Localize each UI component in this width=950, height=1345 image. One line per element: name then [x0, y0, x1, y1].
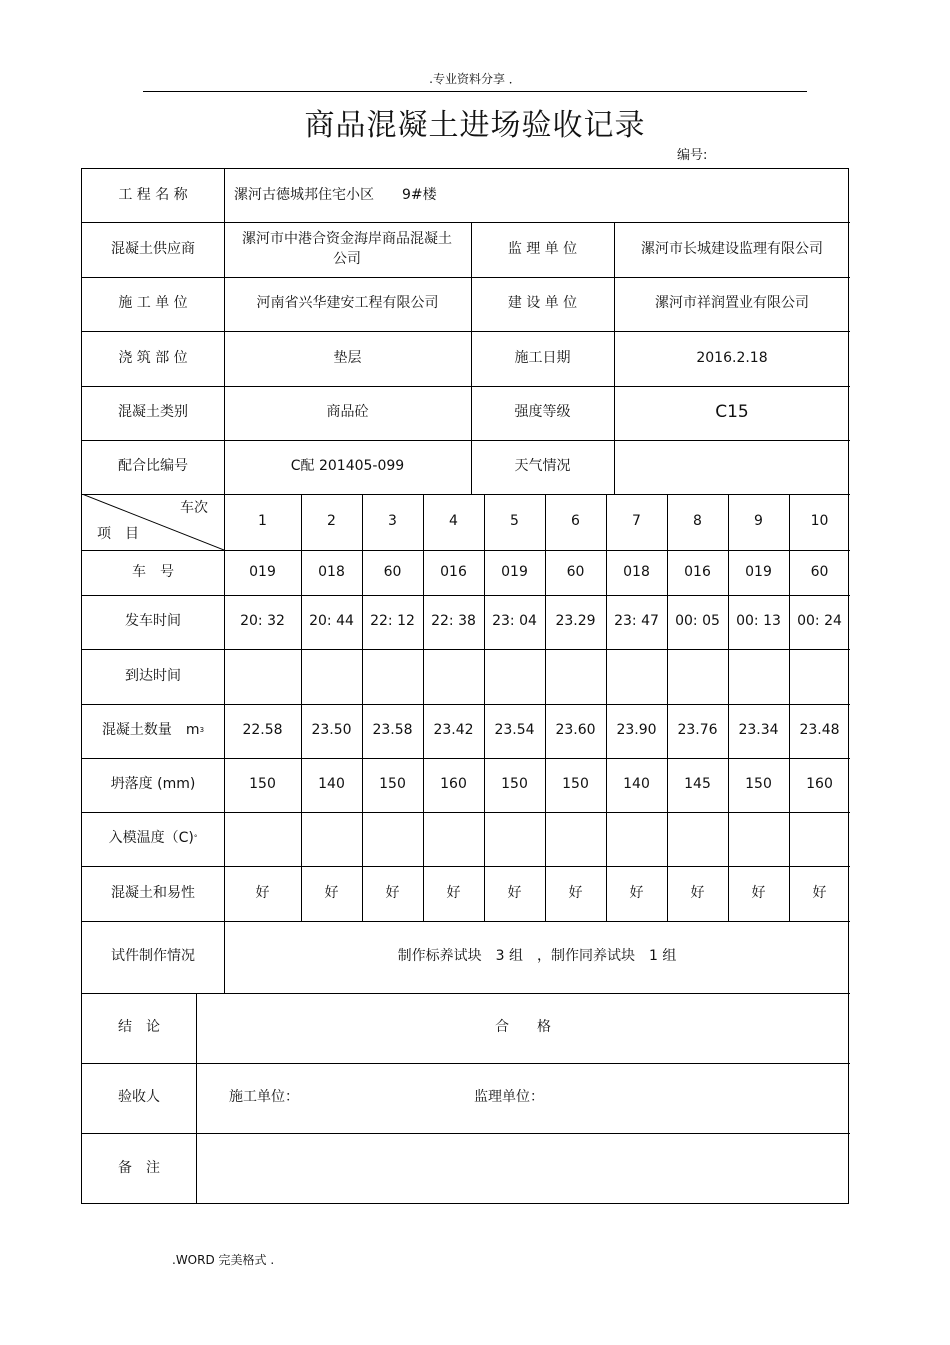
trip-number: 10	[810, 513, 829, 530]
acceptance-record-table	[81, 168, 849, 1204]
trip-cell: 140	[318, 776, 345, 793]
trip-number: 4	[449, 513, 458, 530]
pour-part-value: 垫层	[333, 349, 362, 366]
trip-cell	[423, 812, 484, 866]
trip-cell	[728, 649, 789, 704]
trip-cell: 好	[690, 884, 705, 901]
trip-number: 7	[632, 513, 641, 530]
trip-cell: 23.34	[738, 722, 779, 739]
trip-cell: 23.60	[555, 722, 596, 739]
trip-cell	[224, 649, 301, 704]
trip-cell	[545, 812, 606, 866]
trip-cell: 23.48	[799, 722, 840, 739]
supplier-label: 混凝土供应商	[111, 240, 195, 257]
acceptor-supervisor-label: 监理单位：	[474, 1089, 544, 1106]
trip-cell: 20: 44	[309, 613, 354, 630]
trip-number: 3	[388, 513, 397, 530]
trip-cell: 好	[324, 884, 339, 901]
trip-cell	[606, 812, 667, 866]
project-name-value: 漯河古德城邦住宅小区 9#楼	[234, 186, 437, 203]
trip-cell: 23.42	[433, 722, 474, 739]
trip-cell: 22: 12	[370, 613, 415, 630]
weather-label: 天气情况	[514, 458, 571, 475]
header-divider	[143, 91, 807, 92]
trip-cell	[484, 812, 545, 866]
trip-cell	[667, 812, 728, 866]
trip-row-label-superscript: 3	[199, 726, 205, 735]
footer-text: .WORD 完美格式 .	[172, 1253, 275, 1267]
trip-row-label: 坍落度 (mm)	[110, 776, 196, 793]
trip-cell: 23.90	[616, 722, 657, 739]
trip-cell: 00: 05	[675, 613, 720, 630]
trip-cell: 23.54	[494, 722, 535, 739]
trip-cell: 018	[318, 563, 345, 580]
date-label: 施工日期	[514, 349, 571, 366]
trip-cell	[789, 812, 850, 866]
trip-cell: 23: 04	[492, 613, 537, 630]
trip-row-label-superscript: °	[193, 834, 198, 843]
trip-cell: 好	[751, 884, 766, 901]
trip-cell: 23.29	[555, 613, 596, 630]
trip-cell	[789, 649, 850, 704]
trip-cell: 145	[684, 776, 711, 793]
trip-cell: 20: 32	[240, 613, 285, 630]
trip-cell: 140	[623, 776, 650, 793]
document-title: 商品混凝土进场验收记录	[304, 108, 646, 143]
corner-item-label: 项 目	[97, 526, 139, 543]
trip-cell	[484, 649, 545, 704]
trip-cell	[423, 649, 484, 704]
owner-value: 漯河市祥润置业有限公司	[655, 295, 809, 312]
trip-cell: 23: 47	[614, 613, 659, 630]
trip-cell: 150	[562, 776, 589, 793]
trip-cell: 23.58	[372, 722, 413, 739]
trip-number: 1	[258, 513, 267, 530]
trip-cell	[301, 649, 362, 704]
trip-cell: 23.50	[311, 722, 352, 739]
type-value: 商品砼	[326, 404, 369, 421]
doc-number-label: 编号:	[677, 148, 708, 163]
trip-cell: 好	[568, 884, 583, 901]
trip-cell	[362, 812, 423, 866]
trip-cell: 好	[629, 884, 644, 901]
trip-number: 9	[754, 513, 763, 530]
remarks-label: 备 注	[118, 1159, 160, 1176]
trip-cell	[728, 812, 789, 866]
constructor-value: 河南省兴华建安工程有限公司	[256, 295, 439, 312]
trip-cell: 好	[255, 884, 270, 901]
trip-cell: 019	[249, 563, 276, 580]
trip-cell: 150	[745, 776, 772, 793]
mix-value: C配 201405-099	[290, 458, 405, 475]
constructor-label: 施 工 单 位	[118, 295, 188, 312]
trip-cell: 150	[379, 776, 406, 793]
trip-cell: 016	[440, 563, 467, 580]
trip-cell: 23.76	[677, 722, 718, 739]
header-text: .专业资料分享 ．	[429, 72, 521, 86]
trip-cell: 好	[385, 884, 400, 901]
pour-part-label: 浇 筑 部 位	[118, 349, 188, 366]
conclusion-label: 结 论	[118, 1019, 160, 1036]
trip-cell	[301, 812, 362, 866]
project-name-label: 工 程 名 称	[118, 186, 188, 203]
weather-value	[614, 440, 850, 494]
trip-cell: 60	[383, 563, 402, 580]
trip-row-label	[82, 812, 224, 866]
trip-cell	[545, 649, 606, 704]
trip-cell: 22: 38	[431, 613, 476, 630]
conclusion-value: 合 格	[495, 1019, 551, 1036]
trip-cell: 160	[440, 776, 467, 793]
trip-row-label: 车 号	[132, 563, 174, 580]
trip-row-label: 发车时间	[125, 613, 181, 630]
trip-cell: 好	[446, 884, 461, 901]
trip-number: 8	[693, 513, 702, 530]
trip-cell: 018	[623, 563, 650, 580]
date-value: 2016.2.18	[696, 349, 768, 366]
type-label: 混凝土类别	[118, 404, 188, 421]
trip-cell: 好	[507, 884, 522, 901]
trip-cell: 22.58	[242, 722, 283, 739]
trip-row-label: 到达时间	[125, 667, 181, 684]
trip-cell: 00: 24	[797, 613, 842, 630]
specimen-value: 制作标养试块 3 组 ，制作同养试块 1 组	[397, 948, 677, 965]
trip-cell: 016	[684, 563, 711, 580]
trip-cell: 好	[812, 884, 827, 901]
trip-number: 2	[327, 513, 336, 530]
supervisor-label: 监 理 单 位	[507, 240, 578, 257]
trip-cell	[606, 649, 667, 704]
grade-value: C15	[715, 402, 749, 423]
trip-cell: 150	[249, 776, 276, 793]
trip-row-label: 混凝土和易性	[111, 884, 195, 901]
trip-row-label-text: 入模温度（C)	[108, 830, 194, 847]
corner-trip-label: 车次	[180, 500, 208, 517]
trip-cell: 60	[810, 563, 829, 580]
trip-cell: 019	[501, 563, 528, 580]
trip-cell: 00: 13	[736, 613, 781, 630]
trip-number: 6	[571, 513, 580, 530]
trip-cell: 019	[745, 563, 772, 580]
specimen-label: 试件制作情况	[111, 948, 195, 965]
acceptor-constructor-label: 施工单位：	[229, 1089, 299, 1106]
trip-cell: 60	[566, 563, 585, 580]
trip-cell	[667, 649, 728, 704]
trip-row-label-text: 混凝土数量 m	[101, 722, 200, 739]
trip-cell	[224, 812, 301, 866]
trip-number: 5	[510, 513, 519, 530]
trip-cell	[362, 649, 423, 704]
mix-label: 配合比编号	[118, 458, 188, 475]
grade-label: 强度等级	[514, 404, 571, 421]
supervisor-value: 漯河市长城建设监理有限公司	[641, 240, 823, 257]
owner-label: 建 设 单 位	[507, 295, 578, 312]
trip-cell: 160	[806, 776, 833, 793]
trip-cell: 150	[501, 776, 528, 793]
supplier-value: 漯河市中港合资金海岸商品混凝土公司	[242, 230, 452, 267]
acceptor-label: 验收人	[118, 1089, 160, 1106]
remarks-value	[196, 1133, 850, 1204]
trip-row-label	[82, 704, 224, 758]
